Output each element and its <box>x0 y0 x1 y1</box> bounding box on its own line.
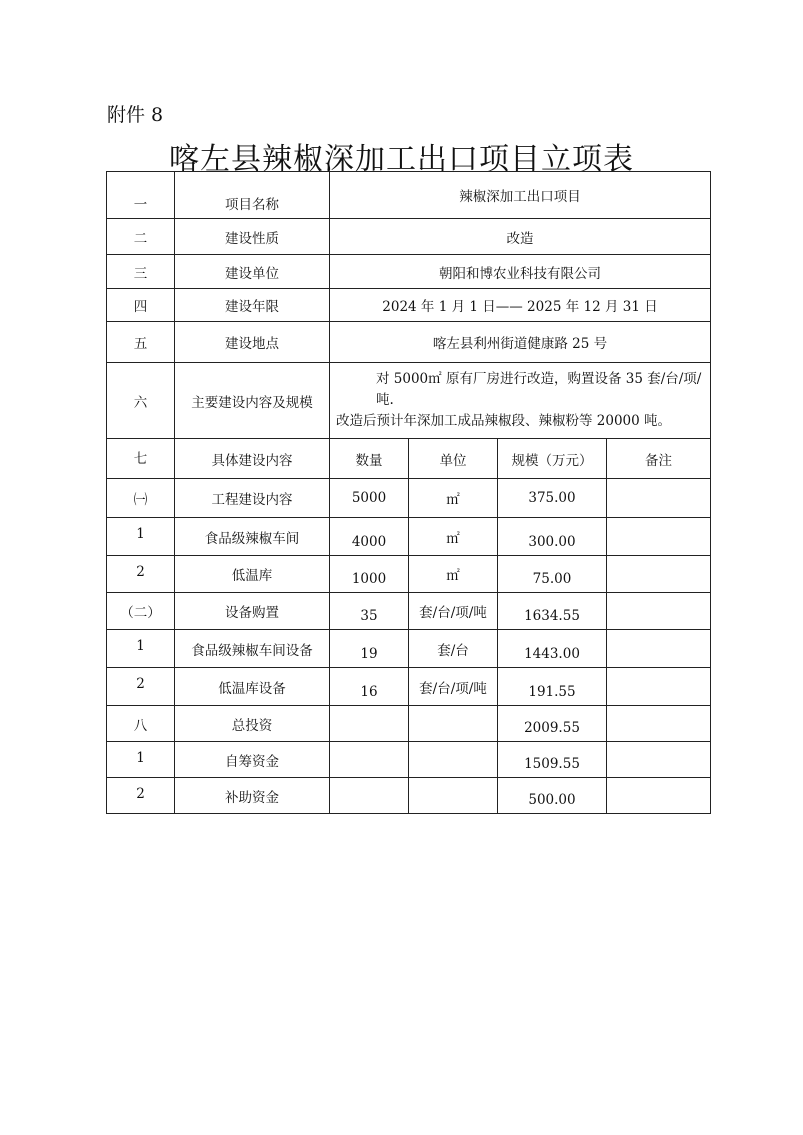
row-number: 一 <box>107 172 175 219</box>
row-amount: 1634.55 <box>498 593 607 630</box>
row-number: 四 <box>107 289 175 322</box>
table-row <box>107 593 711 630</box>
scale-line-2: 改造后预计年深加工成品辣椒段、辣椒粉等 20000 吨。 <box>336 413 672 429</box>
row-number: 二 <box>107 219 175 255</box>
header-qty: 数量 <box>330 439 409 479</box>
row-item: 低温库设备 <box>175 668 330 706</box>
row-nature <box>107 219 711 255</box>
row-location <box>107 322 711 363</box>
row-note <box>607 593 711 630</box>
row-label: 主要建设内容及规模 <box>175 363 330 439</box>
row-qty <box>330 778 409 814</box>
row-amount: 75.00 <box>498 556 607 593</box>
row-item: 自筹资金 <box>175 742 330 778</box>
row-unit: 套/台/项/吨 <box>409 668 498 706</box>
page-title: 喀左县辣椒深加工出口项目立项表 <box>169 142 634 177</box>
row-value: 改造 <box>330 219 711 255</box>
row-note <box>607 556 711 593</box>
row-amount: 300.00 <box>498 518 607 556</box>
row-number: ㈠ <box>107 479 175 518</box>
scale-description <box>330 363 711 439</box>
row-amount: 500.00 <box>498 778 607 814</box>
table-row <box>107 706 711 742</box>
row-amount: 375.00 <box>498 479 607 518</box>
row-item: 设备购置 <box>175 593 330 630</box>
row-unit <box>409 778 498 814</box>
row-unit: ㎡ <box>409 556 498 593</box>
row-unit: ㎡ <box>409 479 498 518</box>
row-amount: 1443.00 <box>498 630 607 668</box>
row-note <box>607 668 711 706</box>
table-row <box>107 630 711 668</box>
row-note <box>607 479 711 518</box>
table-row <box>107 668 711 706</box>
row-number: 八 <box>107 706 175 742</box>
project-table <box>106 171 711 814</box>
row-qty: 1000 <box>330 556 409 593</box>
row-amount: 2009.55 <box>498 706 607 742</box>
row-scale <box>107 363 711 439</box>
row-number: 五 <box>107 322 175 363</box>
row-qty: 35 <box>330 593 409 630</box>
row-amount: 1509.55 <box>498 742 607 778</box>
row-unit: 套/台/项/吨 <box>409 593 498 630</box>
row-number: （二） <box>107 593 175 630</box>
row-label: 建设单位 <box>175 255 330 289</box>
row-amount: 191.55 <box>498 668 607 706</box>
row-value: 辣椒深加工出口项目 <box>330 172 711 219</box>
row-label: 建设性质 <box>175 219 330 255</box>
table-row <box>107 479 711 518</box>
scale-line-1: 对 5000㎡ 原有厂房进行改造，购置设备 35 套/台/项/吨. <box>376 371 702 408</box>
header-item: 具体建设内容 <box>175 439 330 479</box>
row-number: 六 <box>107 363 175 439</box>
row-value: 喀左县利州街道健康路 25 号 <box>330 322 711 363</box>
row-item: 总投资 <box>175 706 330 742</box>
table-row <box>107 778 711 814</box>
row-unit: 套/台 <box>409 630 498 668</box>
row-qty: 16 <box>330 668 409 706</box>
row-qty <box>330 706 409 742</box>
header-amount: 规模（万元） <box>498 439 607 479</box>
header-note: 备注 <box>607 439 711 479</box>
row-label: 建设地点 <box>175 322 330 363</box>
row-number: 七 <box>107 439 175 479</box>
row-note <box>607 630 711 668</box>
row-label: 建设年限 <box>175 289 330 322</box>
row-item: 补助资金 <box>175 778 330 814</box>
row-note <box>607 742 711 778</box>
attachment-label: 附件 8 <box>107 104 164 126</box>
table-row <box>107 742 711 778</box>
row-item: 低温库 <box>175 556 330 593</box>
row-unit: ㎡ <box>409 518 498 556</box>
detail-header-row <box>107 439 711 479</box>
row-period <box>107 289 711 322</box>
row-item: 食品级辣椒车间 <box>175 518 330 556</box>
row-number: 1 <box>107 518 175 556</box>
table-row <box>107 518 711 556</box>
row-number: 2 <box>107 778 175 814</box>
row-qty <box>330 742 409 778</box>
row-unit <box>409 706 498 742</box>
row-label: 项目名称 <box>175 172 330 219</box>
row-qty: 19 <box>330 630 409 668</box>
row-number: 2 <box>107 556 175 593</box>
row-number: 1 <box>107 742 175 778</box>
header-unit: 单位 <box>409 439 498 479</box>
row-unit <box>107 255 711 289</box>
row-note <box>607 778 711 814</box>
row-item: 工程建设内容 <box>175 479 330 518</box>
row-qty: 5000 <box>330 479 409 518</box>
row-number: 2 <box>107 668 175 706</box>
row-note <box>607 518 711 556</box>
row-qty: 4000 <box>330 518 409 556</box>
table-row <box>107 556 711 593</box>
row-number: 三 <box>107 255 175 289</box>
row-number: 1 <box>107 630 175 668</box>
row-item: 食品级辣椒车间设备 <box>175 630 330 668</box>
row-value: 2024 年 1 月 1 日—— 2025 年 12 月 31 日 <box>330 289 711 322</box>
row-value: 朝阳和博农业科技有限公司 <box>330 255 711 289</box>
row-project-name <box>107 172 711 219</box>
row-unit <box>409 742 498 778</box>
row-note <box>607 706 711 742</box>
